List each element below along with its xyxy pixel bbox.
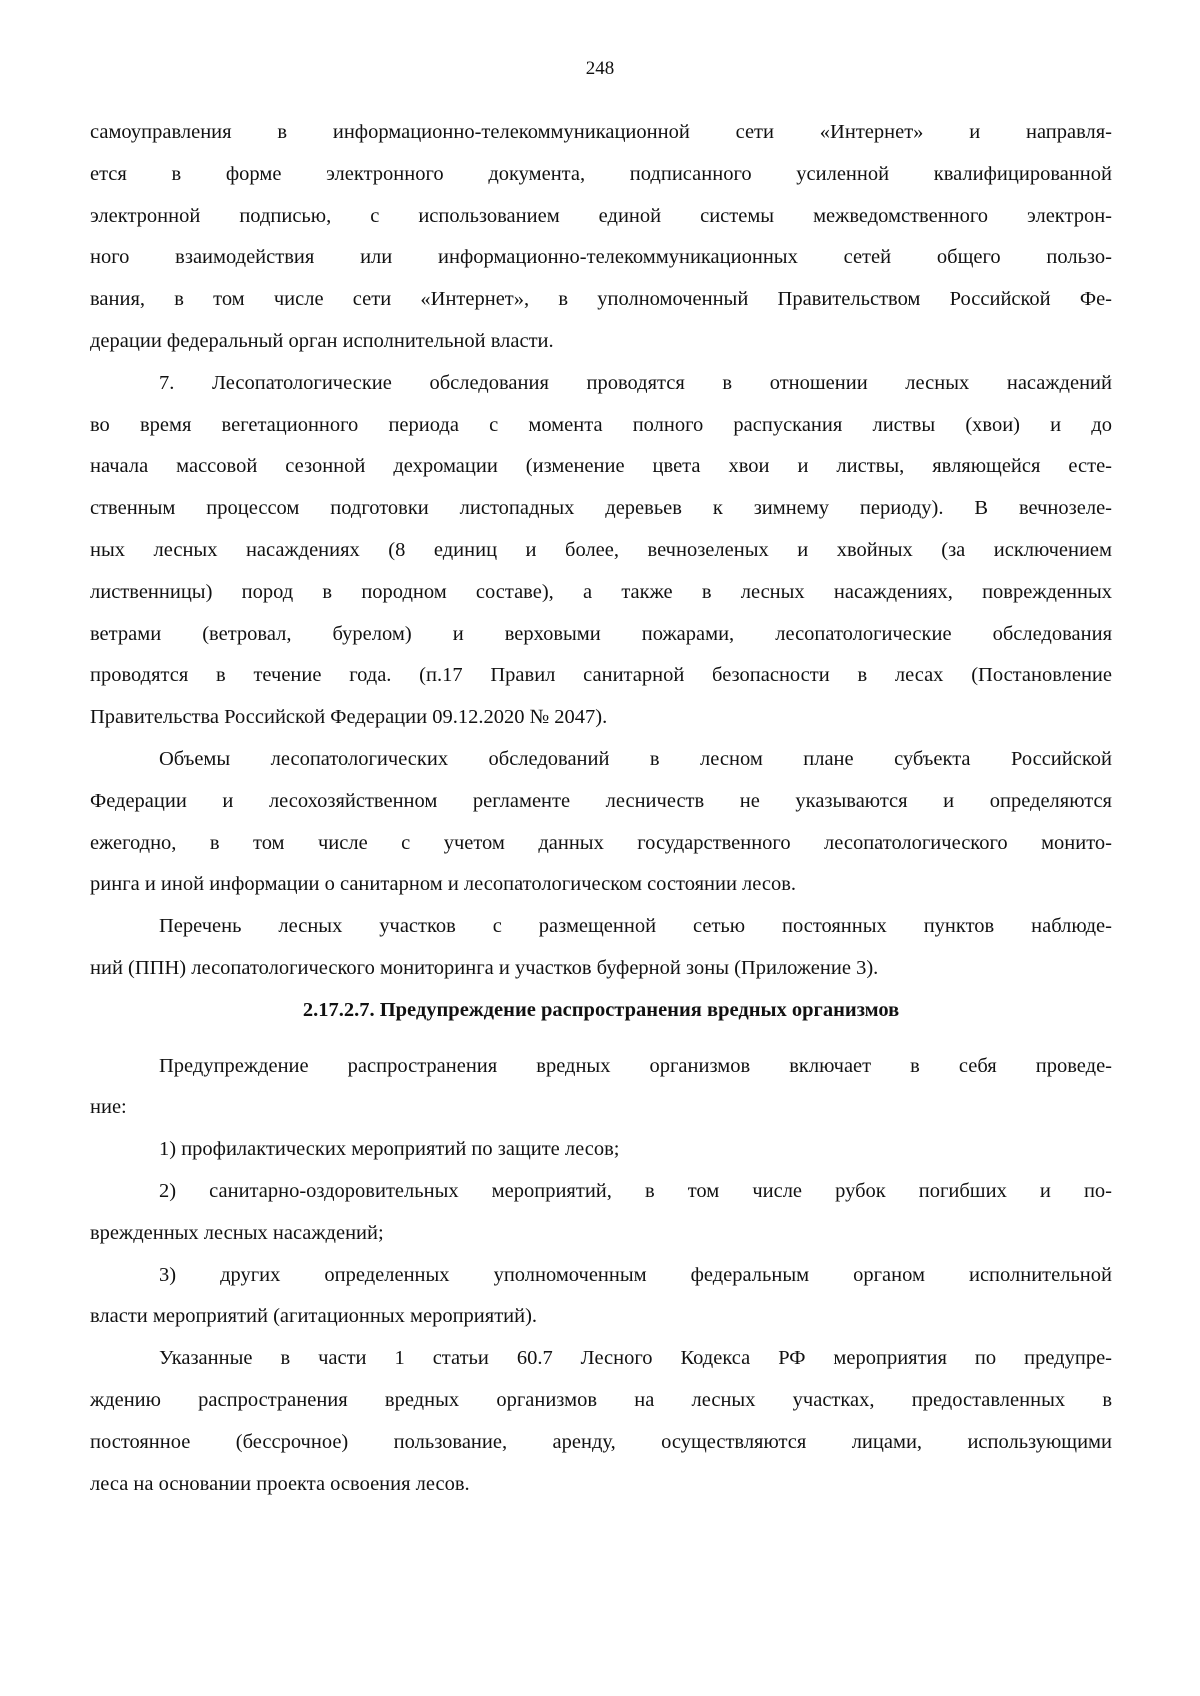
text-line: ние:	[90, 1096, 127, 1119]
text-line: постоянное (бессрочное) пользование, аренду, осуществляются лицами, использующими	[90, 1430, 1112, 1453]
paragraph-forest-surveys	[90, 363, 1112, 739]
text-line: 3) других определенных уполномоченным федеральным органом исполнительной	[159, 1263, 1112, 1286]
paragraph-survey-volumes	[90, 739, 1112, 906]
list-item	[90, 1171, 1112, 1255]
section-heading: 2.17.2.7. Предупреждение распространения вредных организмов	[302, 998, 900, 1021]
paragraph-observation-points	[90, 906, 1112, 990]
text-line: лиственницы) пород в породном составе), а также в лесных насаждениях, поврежденных	[90, 580, 1112, 603]
text-line: ных лесных насаждениях (8 единиц и более, вечнозеленых и хвойных (за исключением	[90, 538, 1112, 561]
text-line: вания, в том числе сети «Интернет», в уполномоченный Правительством Российской Фе-	[90, 288, 1112, 311]
text-line: Правительства Российской Федерации 09.12.2020 № 2047).	[90, 706, 608, 729]
list-item	[90, 1255, 1112, 1339]
text-line: Объемы лесопатологических обследований в лесном плане субъекта Российской	[159, 747, 1112, 770]
text-line: Федерации и лесохозяйственном регламенте лесничеств не указываются и определяются	[90, 789, 1112, 812]
text-line: ждению распространения вредных организмов на лесных участках, предоставленных в	[90, 1388, 1112, 1411]
text-line: ветрами (ветровал, бурелом) и верховыми пожарами, лесопатологические обследования	[90, 622, 1112, 645]
text-line: 7. Лесопатологические обследования проводятся в отношении лесных насаждений	[159, 371, 1112, 394]
text-line: самоуправления в информационно-телекоммуникационной сети «Интернет» и направля-	[90, 121, 1112, 143]
text-line: Указанные в части 1 статьи 60.7 Лесного Кодекса РФ мероприятия по предупре-	[159, 1347, 1112, 1370]
text-line: Перечень лесных участков с размещенной сетью постоянных пунктов наблюде-	[159, 915, 1112, 938]
text-line: проводятся в течение года. (п.17 Правил санитарной безопасности в лесах (Постановление	[90, 664, 1112, 687]
text-line: врежденных лесных насаждений;	[90, 1221, 384, 1244]
text-line: ется в форме электронного документа, подписанного усиленной квалифицированной	[90, 162, 1112, 185]
text-line: 1) профилактических мероприятий по защите лесов;	[159, 1138, 620, 1161]
text-line: 2) санитарно-оздоровительных мероприятий, в том числе рубок погибших и по-	[159, 1179, 1112, 1202]
text-line: во время вегетационного периода с момента полного распускания листвы (хвои) и до	[90, 413, 1112, 436]
text-line: леса на основании проекта освоения лесов.	[90, 1472, 470, 1495]
measures-list	[90, 1129, 1112, 1338]
text-line: дерации федеральный орган исполнительной власти.	[90, 329, 554, 352]
text-line: власти мероприятий (агитационных мероприятий).	[90, 1305, 538, 1328]
text-line: ежегодно, в том числе с учетом данных государственного лесопатологического монито-	[90, 831, 1112, 854]
page-number: 248	[585, 58, 615, 79]
paragraph-prevention-intro	[90, 1046, 1112, 1130]
paragraph-internet-submission	[90, 112, 1112, 363]
list-item	[90, 1129, 1112, 1171]
text-line: Предупреждение распространения вредных организмов включает в себя проведе-	[159, 1054, 1112, 1077]
text-line: ринга и иной информации о санитарном и лесопатологическом состоянии лесов.	[90, 873, 797, 896]
paragraph-forest-code-measures	[90, 1338, 1112, 1505]
text-line: начала массовой сезонной дехромации (изменение цвета хвои и листвы, являющейся есте-	[90, 455, 1112, 478]
document-body	[90, 112, 1112, 1505]
text-line: ственным процессом подготовки листопадных деревьев к зимнему периоду). В вечнозеле-	[90, 497, 1112, 520]
text-line: электронной подписью, с использованием единой системы межведомственного электрон-	[90, 204, 1112, 227]
text-line: ного взаимодействия или информационно-телекоммуникационных сетей общего пользо-	[90, 246, 1112, 269]
text-line: ний (ППН) лесопатологического мониторинга и участков буферной зоны (Приложение 3).	[90, 956, 879, 979]
